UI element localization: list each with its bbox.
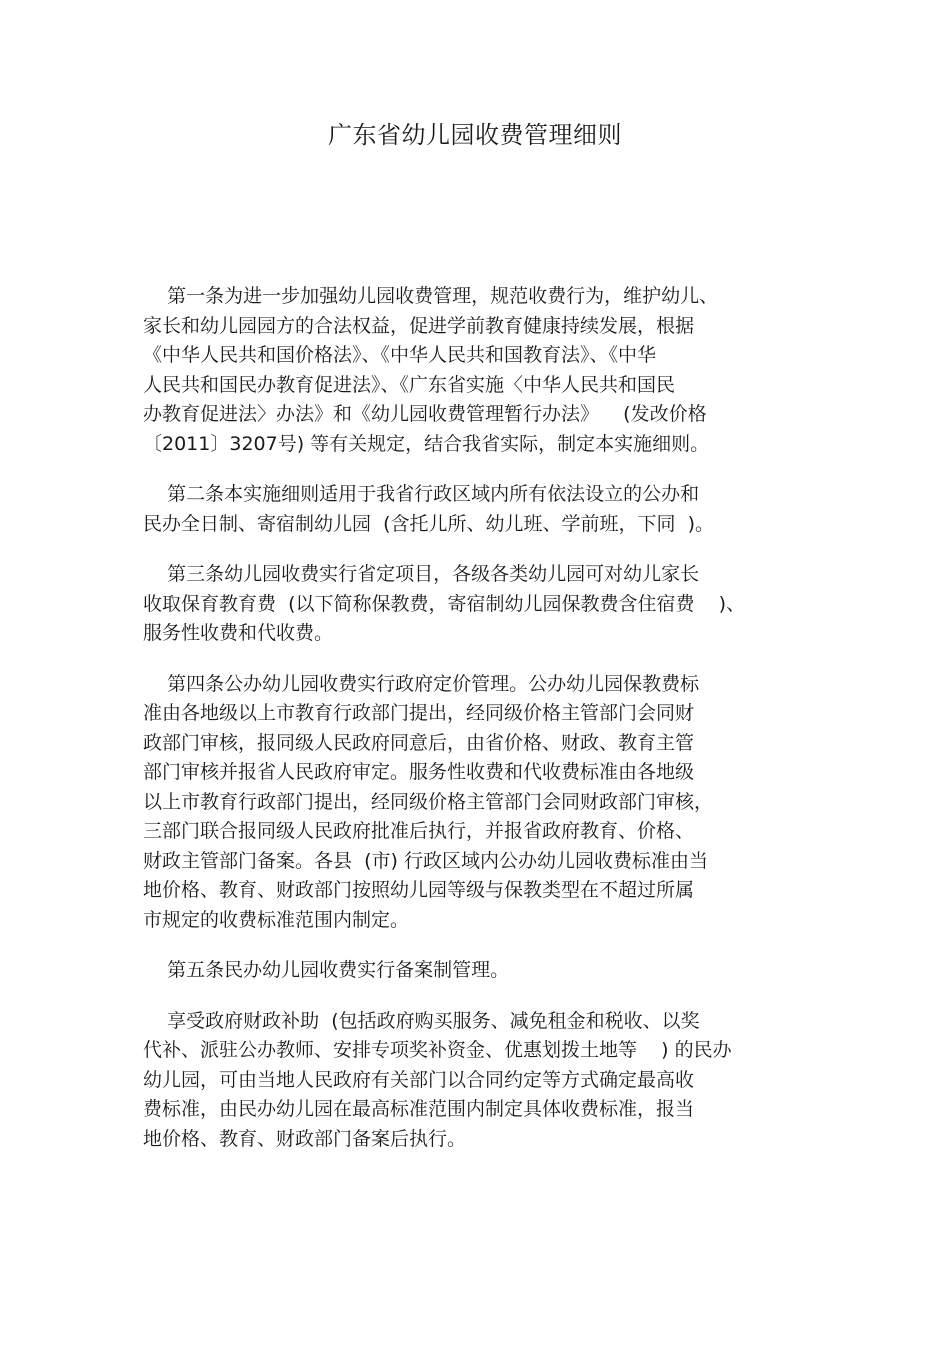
paragraph-line: 服务性收费和代收费。 — [143, 622, 334, 644]
paragraph-line: 收取保育教育费 (以下简称保教费，寄宿制幼儿园保教费含住宿费 )、 — [143, 592, 746, 615]
paragraph-line: 三部门联合报同级人民政府批准后执行，并报省政府教育、价格、 — [143, 820, 695, 842]
paragraph-line: 财政主管部门备案。各县 (市) 行政区域内公办幼儿园收费标准由当 — [143, 849, 708, 872]
paragraph-line: 地价格、教育、财政部门备案后执行。 — [143, 1127, 467, 1150]
article-paragraph — [143, 560, 833, 649]
paragraph-line: 家长和幼儿园园方的合法权益，促进学前教育健康持续发展，根据 — [143, 314, 695, 337]
document-body — [143, 282, 833, 1175]
article-paragraph — [143, 956, 833, 986]
article-paragraph — [143, 282, 833, 459]
paragraph-line: 地价格、教育、财政部门按照幼儿园等级与保教类型在不超过所属 — [143, 879, 695, 901]
paragraph-line: 以上市教育行政部门提出，经同级价格主管部门会同财政部门审核， — [143, 790, 714, 813]
article-paragraph — [143, 480, 833, 539]
paragraph-line: 政部门审核，报同级人民政府同意后，由省价格、财政、教育主管 — [143, 731, 695, 754]
paragraph-line: 费标准，由民办幼儿园在最高标准范围内制定具体收费标准，报当 — [143, 1098, 695, 1120]
article-paragraph — [143, 1007, 833, 1155]
paragraph-line: 办教育促进法〉办法》和《幼儿园收费管理暂行办法》 (发改价格 — [143, 403, 707, 425]
paragraph-line: 享受政府财政补助 (包括政府购买服务、减免租金和税收、以奖 — [143, 1009, 700, 1032]
document-title: 广东省幼儿园收费管理细则 — [328, 121, 622, 149]
paragraph-line: 幼儿园，可由当地人民政府有关部门以合同约定等方式确定最高收 — [143, 1068, 695, 1091]
paragraph-line: 部门审核并报省人民政府审定。服务性收费和代收费标准由各地级 — [143, 761, 695, 783]
paragraph-line: 第四条公办幼儿园收费实行政府定价管理。公办幼儿园保教费标 — [143, 672, 700, 695]
paragraph-line: 《中华人民共和国价格法》、《中华人民共和国教育法》、《中华 — [143, 344, 657, 366]
paragraph-line: 民办全日制、寄宿制幼儿园 (含托儿所、幼儿班、学前班，下同 )。 — [143, 512, 714, 535]
paragraph-line: 第一条为进一步加强幼儿园收费管理，规范收费行为，维护幼儿、 — [143, 285, 719, 307]
paragraph-line: 代补、派驻公办教师、安排专项奖补资金、优惠划拨土地等 ) 的民办 — [143, 1039, 732, 1061]
paragraph-line: 第五条民办幼儿园收费实行备案制管理。 — [143, 959, 510, 981]
paragraph-line: 人民共和国民办教育促进法》、《广东省实施〈中华人民共和国民 — [143, 373, 676, 396]
paragraph-line: 第三条幼儿园收费实行省定项目，各级各类幼儿园可对幼儿家长 — [143, 563, 700, 585]
paragraph-line: 准由各地级以上市教育行政部门提出，经同级价格主管部门会同财 — [143, 702, 695, 724]
paragraph-line: 第二条本实施细则适用于我省行政区域内所有依法设立的公办和 — [143, 483, 700, 505]
paragraph-line: 〔2011〕3207号) 等有关规定，结合我省实际，制定本实施细则。 — [143, 432, 710, 455]
paragraph-line: 市规定的收费标准范围内制定。 — [143, 908, 410, 931]
article-paragraph — [143, 670, 833, 936]
